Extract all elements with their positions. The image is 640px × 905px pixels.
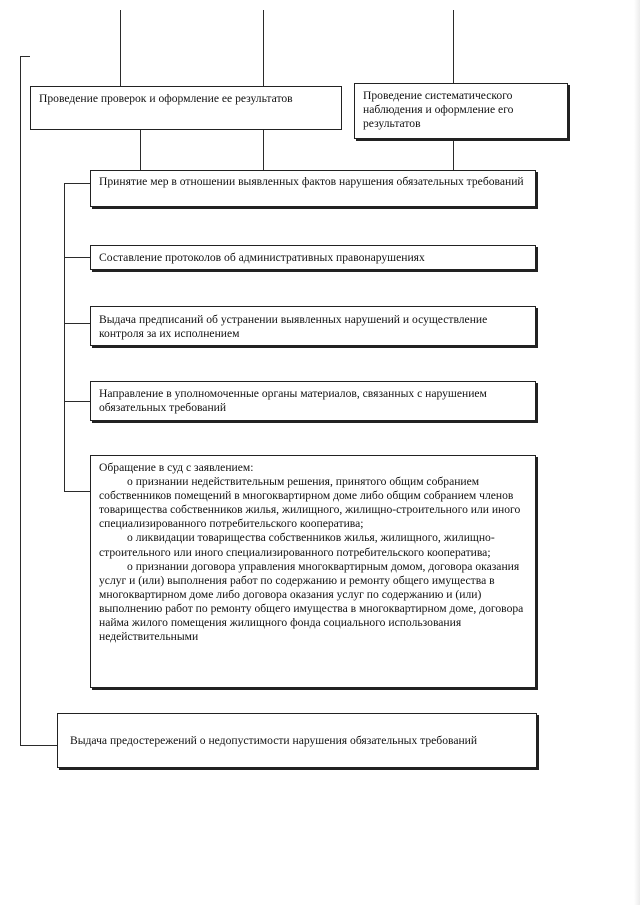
connector-branch-court	[64, 491, 90, 492]
box-inspections-text: Проведение проверок и оформление ее результатов	[39, 92, 293, 105]
box-court	[90, 455, 536, 688]
box-referral	[90, 381, 536, 421]
box-referral-text: Направление в уполномоченные органы материалов, связанных с нарушением обязательных требований	[99, 387, 487, 414]
box-monitoring-text: Проведение систематического наблюдения и оформление его результатов	[363, 89, 514, 130]
connector-left-main	[20, 56, 21, 746]
scan-edge	[634, 0, 640, 905]
box-court-item-3: о признании договора управления многоквартирным домом, договора оказания услуг и (или) выполнения работ по содержанию и ремонту общего имущества в многоквартирном доме либо договора оказания услуг по содержанию и (или) выполнению работ по ремонту общего имущества в многоквартирном доме, договора найма жилого помещения жилищного фонда социального использования недействительными	[99, 559, 524, 644]
box-monitoring	[354, 83, 568, 139]
box-orders	[90, 306, 536, 346]
connector-top-1	[120, 10, 121, 86]
box-court-item-2: о ликвидации товарищества собственников жилья, жилищного, жилищно-строительного или иного специализированного потребительского кооператива;	[99, 531, 495, 559]
box-orders-text: Выдача предписаний об устранении выявленных нарушений и осуществление контроля за их исполнением	[99, 313, 488, 340]
connector-left-top	[20, 56, 30, 57]
connector-branch-protocols	[64, 257, 90, 258]
box-protocols-text: Составление протоколов об административных правонарушениях	[99, 251, 425, 264]
box-court-item-1: о признании недействительным решения, принятого общим собранием собственников помещений в многоквартирном доме либо общим собранием членов товарищества собственников жилья, жилищного, жилищно-строительного или иного специализированного потребительского кооператива;	[99, 475, 521, 531]
box-warnings	[57, 713, 537, 768]
connector-branch	[64, 183, 65, 491]
connector-mid-1	[140, 130, 141, 170]
connector-branch-measures	[64, 183, 90, 184]
box-court-title: Обращение в суд с заявлением:	[99, 461, 254, 474]
connector-mid-3	[453, 139, 454, 170]
box-measures-text: Принятие мер в отношении выявленных фактов нарушения обязательных требований	[99, 175, 524, 188]
box-inspections	[30, 86, 342, 130]
box-measures	[90, 170, 536, 207]
box-warnings-text: Выдача предостережений о недопустимости нарушения обязательных требований	[70, 734, 478, 747]
connector-branch-referral	[64, 401, 90, 402]
connector-mid-2	[263, 130, 264, 170]
connector-top-2	[263, 10, 264, 86]
connector-left-warnings	[20, 745, 57, 746]
box-protocols	[90, 245, 536, 270]
connector-branch-orders	[64, 323, 90, 324]
connector-top-3	[453, 10, 454, 86]
